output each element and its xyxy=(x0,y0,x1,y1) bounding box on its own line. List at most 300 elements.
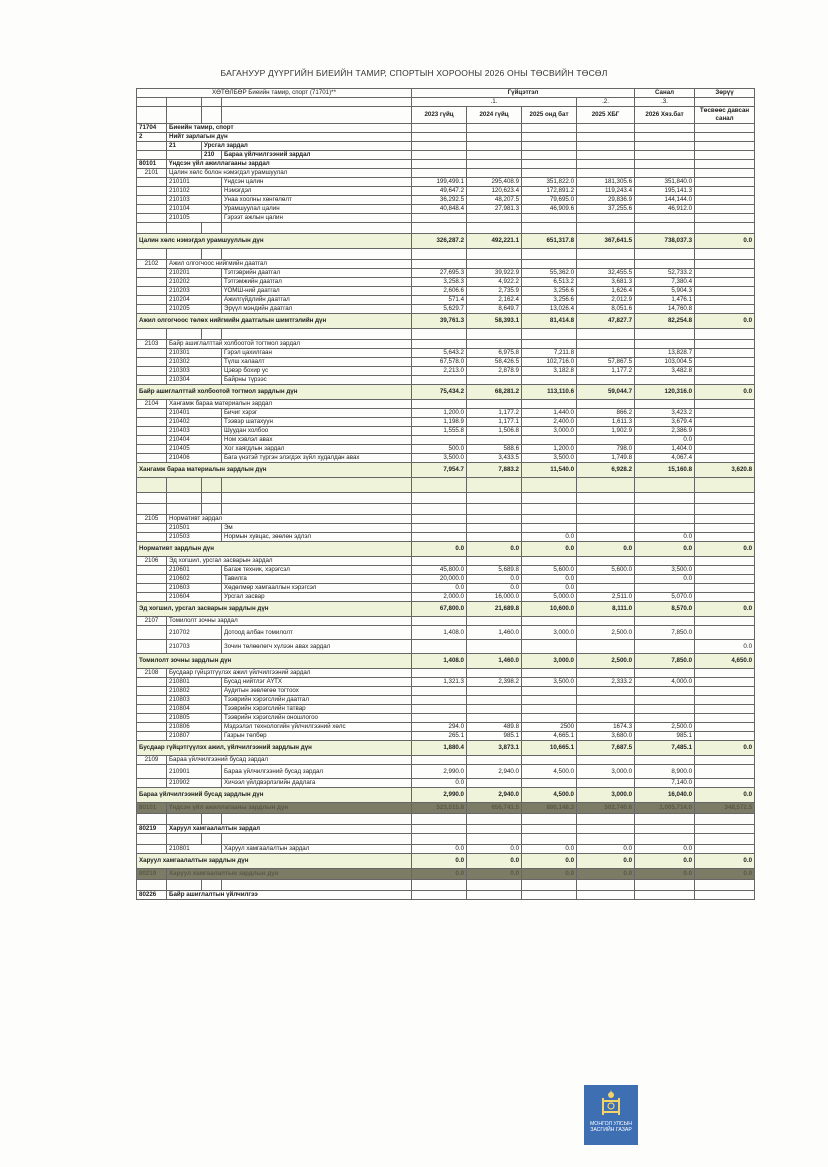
value-cell: 0.0 xyxy=(635,436,695,445)
table-row xyxy=(137,178,755,187)
label-cell: Түлш халаалт xyxy=(222,358,412,367)
value-cell: 4,500.0 xyxy=(522,765,577,779)
label-cell: Нэмэгдэл xyxy=(222,187,412,196)
value-cell: 48,207.5 xyxy=(467,196,522,205)
label-cell: Дотоод албан томилолт xyxy=(222,626,412,640)
value-cell: 0.0 xyxy=(412,845,467,854)
value-cell: 79,695.0 xyxy=(522,196,577,205)
value-cell: 3,258.3 xyxy=(412,278,467,287)
value-cell: 1,321.3 xyxy=(412,678,467,687)
value-cell xyxy=(412,436,467,445)
value-cell: 0.0 xyxy=(412,779,467,788)
value-cell: 0.0 xyxy=(695,234,755,249)
col-number-1: .1. xyxy=(412,98,577,107)
value-cell: 0.0 xyxy=(522,854,577,869)
value-cell xyxy=(577,340,635,349)
value-cell: 1,177.2 xyxy=(467,409,522,418)
value-cell: 82,254.8 xyxy=(635,314,695,329)
value-cell xyxy=(412,340,467,349)
value-cell xyxy=(522,825,577,834)
value-cell: 3,000.0 xyxy=(522,626,577,640)
value-cell: 120,316.0 xyxy=(635,385,695,400)
value-cell: 195,141.3 xyxy=(635,187,695,196)
empty-cell xyxy=(137,478,167,493)
code-cell: 210401 xyxy=(167,409,222,418)
value-cell: 4,067.4 xyxy=(635,454,695,463)
label-cell: Нормативт зардал xyxy=(167,515,412,524)
value-cell: 27,695.3 xyxy=(412,269,467,278)
value-cell: 3,256.6 xyxy=(522,287,577,296)
empty-cell xyxy=(167,151,202,160)
value-cell: 3,680.0 xyxy=(577,732,635,741)
value-cell: 1,200.0 xyxy=(412,409,467,418)
value-cell xyxy=(522,756,577,765)
empty-cell xyxy=(167,880,202,891)
table-row xyxy=(137,504,755,515)
value-cell: 59,044.7 xyxy=(577,385,635,400)
code-cell: 2102 xyxy=(137,260,167,269)
value-cell xyxy=(695,678,755,687)
value-cell xyxy=(412,214,467,223)
value-cell xyxy=(522,696,577,705)
empty-cell xyxy=(137,205,167,214)
value-cell: 500.0 xyxy=(412,445,467,454)
value-cell xyxy=(522,669,577,678)
value-cell xyxy=(695,427,755,436)
value-cell: 13,828.7 xyxy=(635,349,695,358)
table-row xyxy=(137,869,755,880)
table-row xyxy=(137,278,755,287)
value-cell: 58,426.5 xyxy=(467,358,522,367)
value-cell xyxy=(522,557,577,566)
table-row xyxy=(137,305,755,314)
value-cell: 367,641.5 xyxy=(577,234,635,249)
empty-cell xyxy=(167,493,202,504)
value-cell xyxy=(635,151,695,160)
table-row xyxy=(137,669,755,678)
table-row xyxy=(137,617,755,626)
value-cell xyxy=(695,151,755,160)
table-row xyxy=(137,223,755,234)
value-cell xyxy=(412,142,467,151)
value-cell: 351,822.0 xyxy=(522,178,577,187)
table-row xyxy=(137,187,755,196)
value-cell xyxy=(522,515,577,524)
value-cell: 3,500.0 xyxy=(635,566,695,575)
value-cell xyxy=(467,669,522,678)
code-cell: 210101 xyxy=(167,178,222,187)
value-cell xyxy=(577,376,635,385)
code-cell: 2107 xyxy=(137,617,167,626)
empty-cell xyxy=(137,249,167,260)
table-row xyxy=(137,765,755,779)
value-cell xyxy=(577,349,635,358)
value-cell xyxy=(695,160,755,169)
value-cell xyxy=(695,454,755,463)
value-cell xyxy=(412,557,467,566)
value-cell xyxy=(695,133,755,142)
value-cell xyxy=(635,160,695,169)
table-row xyxy=(137,436,755,445)
table-row xyxy=(137,756,755,765)
empty-cell xyxy=(522,493,577,504)
table-row xyxy=(137,133,755,142)
value-cell: 985.1 xyxy=(467,732,522,741)
value-cell: 651,317.8 xyxy=(522,234,577,249)
value-cell xyxy=(467,533,522,542)
value-cell xyxy=(467,160,522,169)
empty-cell xyxy=(695,834,755,845)
value-cell: 0.0 xyxy=(577,542,635,557)
empty-cell xyxy=(522,329,577,340)
seal-line-1: МОНГОЛ УЛСЫН xyxy=(589,1121,633,1127)
table-row xyxy=(137,454,755,463)
empty-cell xyxy=(522,880,577,891)
value-cell xyxy=(412,705,467,714)
value-cell: 7,850.0 xyxy=(635,626,695,640)
empty-cell xyxy=(635,329,695,340)
col-2023: 2023 гүйц xyxy=(412,107,467,124)
value-cell: 52,733.2 xyxy=(635,269,695,278)
table-row xyxy=(137,234,755,249)
label-cell: Харуул хамгаалалтын зардлын дүн xyxy=(167,869,412,880)
value-cell: 2,400.0 xyxy=(522,418,577,427)
value-cell xyxy=(577,756,635,765)
value-cell xyxy=(635,687,695,696)
value-cell xyxy=(467,825,522,834)
label-cell: Тэтгэмжийн даатгал xyxy=(222,278,412,287)
empty-cell xyxy=(137,845,167,854)
table-row xyxy=(137,602,755,617)
col-2024: 2024 гүйц xyxy=(467,107,522,124)
value-cell xyxy=(695,593,755,602)
value-cell xyxy=(467,687,522,696)
value-cell: 985.1 xyxy=(635,732,695,741)
value-cell: 8,570.0 xyxy=(635,602,695,617)
value-cell: 348,572.5 xyxy=(695,803,755,814)
value-cell: 16,000.0 xyxy=(467,593,522,602)
table-row xyxy=(137,678,755,687)
value-cell: 0.0 xyxy=(695,869,755,880)
value-cell: 39,761.3 xyxy=(412,314,467,329)
code-cell: 210603 xyxy=(167,584,222,593)
empty-cell xyxy=(412,834,467,845)
empty-cell xyxy=(137,223,167,234)
value-cell xyxy=(635,142,695,151)
value-cell xyxy=(522,524,577,533)
value-cell xyxy=(577,436,635,445)
value-cell: 0.0 xyxy=(695,314,755,329)
code-cell: 21 xyxy=(167,142,202,151)
subtotal-label: Харуул хамгаалалтын зардлын дүн xyxy=(137,854,412,869)
empty-cell xyxy=(522,478,577,493)
value-cell xyxy=(412,617,467,626)
value-cell xyxy=(635,214,695,223)
empty-cell xyxy=(137,584,167,593)
empty-cell xyxy=(577,880,635,891)
code-cell: 210203 xyxy=(167,287,222,296)
empty-cell xyxy=(137,427,167,436)
value-cell: 0.0 xyxy=(695,385,755,400)
empty-cell xyxy=(167,814,202,825)
empty-cell xyxy=(167,329,202,340)
table-row xyxy=(137,260,755,269)
value-cell: 0.0 xyxy=(467,542,522,557)
value-cell xyxy=(695,260,755,269)
code-cell: 210801 xyxy=(167,678,222,687)
empty-cell xyxy=(137,593,167,602)
code-cell: 2106 xyxy=(137,557,167,566)
value-cell: 7,211.8 xyxy=(522,349,577,358)
budget-table xyxy=(136,88,755,900)
label-cell: Цалин хөлс болон нэмэгдэл урамшуулал xyxy=(167,169,412,178)
value-cell xyxy=(695,515,755,524)
value-cell xyxy=(412,169,467,178)
table-row xyxy=(137,696,755,705)
value-cell xyxy=(522,151,577,160)
table-row xyxy=(137,358,755,367)
empty-cell xyxy=(202,880,222,891)
label-cell: Үндсэн үйл ажиллагааны зардал xyxy=(167,160,412,169)
value-cell: 7,954.7 xyxy=(412,463,467,478)
value-cell xyxy=(467,714,522,723)
value-cell xyxy=(412,400,467,409)
table-row xyxy=(137,825,755,834)
diff-header: Зөрүү xyxy=(695,89,755,98)
value-cell xyxy=(412,669,467,678)
table-row xyxy=(137,151,755,160)
label-cell: Аудитын зөвлөгөө тогтоох xyxy=(222,687,412,696)
col-number-3: .3. xyxy=(635,98,695,107)
value-cell: 0.0 xyxy=(522,869,577,880)
value-cell: 1,555.8 xyxy=(412,427,467,436)
label-cell: Урсгал зардал xyxy=(202,142,412,151)
empty-cell xyxy=(202,504,222,515)
table-row xyxy=(137,524,755,533)
empty-cell xyxy=(137,196,167,205)
empty-cell xyxy=(695,493,755,504)
value-cell: 47,827.7 xyxy=(577,314,635,329)
value-cell: 2,940.0 xyxy=(467,765,522,779)
value-cell: 6,513.2 xyxy=(522,278,577,287)
empty-cell xyxy=(137,436,167,445)
value-cell: 0.0 xyxy=(467,869,522,880)
value-cell: 0.0 xyxy=(695,854,755,869)
value-cell xyxy=(695,278,755,287)
value-cell: 0.0 xyxy=(412,869,467,880)
empty-cell xyxy=(137,151,167,160)
value-cell xyxy=(577,533,635,542)
value-cell xyxy=(695,696,755,705)
table-row xyxy=(137,687,755,696)
table-row xyxy=(137,533,755,542)
value-cell xyxy=(412,640,467,654)
table-row xyxy=(137,584,755,593)
empty-cell xyxy=(467,329,522,340)
value-cell: 3,482.8 xyxy=(635,367,695,376)
label-cell: Нормын хувцас, зөөлөн эдлэл xyxy=(222,533,412,542)
value-cell: 5,689.8 xyxy=(467,566,522,575)
code-cell: 80101 xyxy=(137,803,167,814)
code-cell: 80101 xyxy=(137,160,167,169)
empty-cell xyxy=(222,834,412,845)
empty-cell xyxy=(137,524,167,533)
value-cell xyxy=(467,260,522,269)
code-cell: 210205 xyxy=(167,305,222,314)
label-cell: Газрын төлбөр xyxy=(222,732,412,741)
value-cell xyxy=(577,705,635,714)
value-cell xyxy=(695,756,755,765)
value-cell xyxy=(577,133,635,142)
label-cell: Хог хаягдлын зардал xyxy=(222,445,412,454)
value-cell xyxy=(467,617,522,626)
label-cell: Ном хэвлэл авах xyxy=(222,436,412,445)
label-cell: Унаа хоолны хөнгөлөлт xyxy=(222,196,412,205)
value-cell xyxy=(695,214,755,223)
table-row xyxy=(137,160,755,169)
code-cell: 210301 xyxy=(167,349,222,358)
code-cell: 210304 xyxy=(167,376,222,385)
value-cell: 1,506.8 xyxy=(467,427,522,436)
code-cell: 2108 xyxy=(137,669,167,678)
table-row xyxy=(137,142,755,151)
value-cell xyxy=(577,557,635,566)
empty-cell xyxy=(412,814,467,825)
empty-cell xyxy=(467,504,522,515)
empty-cell xyxy=(167,249,202,260)
value-cell: 2,990.0 xyxy=(412,765,467,779)
value-cell xyxy=(522,260,577,269)
table-row xyxy=(137,566,755,575)
value-cell xyxy=(467,891,522,900)
table-row xyxy=(137,296,755,305)
value-cell: 2,606.6 xyxy=(412,287,467,296)
empty-cell xyxy=(137,640,167,654)
empty-cell xyxy=(137,367,167,376)
value-cell xyxy=(577,617,635,626)
col-number-2: .2. xyxy=(577,98,635,107)
value-cell xyxy=(635,669,695,678)
value-cell: 2,162.4 xyxy=(467,296,522,305)
empty-cell xyxy=(202,329,222,340)
value-cell xyxy=(695,669,755,678)
value-cell xyxy=(695,196,755,205)
value-cell: 57,867.5 xyxy=(577,358,635,367)
value-cell: 0.0 xyxy=(635,854,695,869)
label-cell: Хичээл үйлдвэрлэлийн дадлага xyxy=(222,779,412,788)
value-cell: 29,836.9 xyxy=(577,196,635,205)
value-cell xyxy=(577,160,635,169)
label-cell: Байр ашиглалттай холбоотой тогтмол зардал xyxy=(167,340,412,349)
value-cell xyxy=(467,142,522,151)
table-row xyxy=(137,385,755,400)
subtotal-label: Эд хогшил, урсгал засварын зардлын дүн xyxy=(137,602,412,617)
value-cell: 489.8 xyxy=(467,723,522,732)
code-cell: 71704 xyxy=(137,124,167,133)
table-row xyxy=(137,575,755,584)
value-cell: 8,649.7 xyxy=(467,305,522,314)
table-row xyxy=(137,640,755,654)
empty-cell xyxy=(467,249,522,260)
value-cell: 0.0 xyxy=(412,854,467,869)
value-cell: 656,741.5 xyxy=(467,803,522,814)
empty-cell xyxy=(577,329,635,340)
value-cell: 0.0 xyxy=(467,854,522,869)
empty-cell xyxy=(137,732,167,741)
performance-header: Гүйцэтгэл xyxy=(412,89,635,98)
value-cell: 3,873.1 xyxy=(467,741,522,756)
empty-cell xyxy=(137,678,167,687)
value-cell: 6,975.8 xyxy=(467,349,522,358)
table-row xyxy=(137,376,755,385)
empty-cell xyxy=(577,834,635,845)
value-cell: 0.0 xyxy=(635,533,695,542)
empty-cell xyxy=(222,329,412,340)
value-cell xyxy=(467,756,522,765)
col-over-budget: Төсвөөс давсан санал xyxy=(695,107,755,124)
code-cell: 210503 xyxy=(167,533,222,542)
value-cell: 3,500.0 xyxy=(412,454,467,463)
value-cell: 0.0 xyxy=(635,845,695,854)
empty-cell xyxy=(412,493,467,504)
value-cell: 0.0 xyxy=(635,575,695,584)
empty-cell xyxy=(137,269,167,278)
empty-cell xyxy=(137,409,167,418)
value-cell xyxy=(522,687,577,696)
empty-cell xyxy=(137,880,167,891)
value-cell: 295,408.9 xyxy=(467,178,522,187)
empty-cell xyxy=(577,249,635,260)
empty-cell xyxy=(137,418,167,427)
value-cell: 886,148.3 xyxy=(522,803,577,814)
value-cell xyxy=(412,524,467,533)
code-cell: 210803 xyxy=(167,696,222,705)
value-cell: 58,393.1 xyxy=(467,314,522,329)
label-cell: Бараа үйлчилгээний бусад зардал xyxy=(167,756,412,765)
value-cell xyxy=(577,825,635,834)
code-cell: 2 xyxy=(137,133,167,142)
value-cell xyxy=(577,779,635,788)
label-cell: Зочин төлөөлөгч хүлээн авах зардал xyxy=(222,640,412,654)
empty-cell xyxy=(202,814,222,825)
value-cell: 3,000.0 xyxy=(522,427,577,436)
value-cell xyxy=(577,714,635,723)
value-cell: 49,647.2 xyxy=(412,187,467,196)
value-cell: 8,051.6 xyxy=(577,305,635,314)
value-cell: 36,292.5 xyxy=(412,196,467,205)
value-cell xyxy=(695,626,755,640)
value-cell xyxy=(695,845,755,854)
value-cell: 3,182.8 xyxy=(522,367,577,376)
value-cell xyxy=(577,214,635,223)
value-cell xyxy=(522,340,577,349)
value-cell xyxy=(577,124,635,133)
empty-cell xyxy=(412,249,467,260)
empty-cell xyxy=(222,478,412,493)
value-cell: 13,026.4 xyxy=(522,305,577,314)
value-cell xyxy=(412,124,467,133)
code-cell: 210 xyxy=(202,151,222,160)
code-cell: 210402 xyxy=(167,418,222,427)
code-cell: 210902 xyxy=(167,779,222,788)
value-cell xyxy=(695,566,755,575)
value-cell: 46,909.6 xyxy=(522,205,577,214)
value-cell xyxy=(522,891,577,900)
value-cell xyxy=(635,825,695,834)
col-2025-expected: 2025 ХБГ xyxy=(577,107,635,124)
empty-cell xyxy=(137,287,167,296)
value-cell xyxy=(522,617,577,626)
